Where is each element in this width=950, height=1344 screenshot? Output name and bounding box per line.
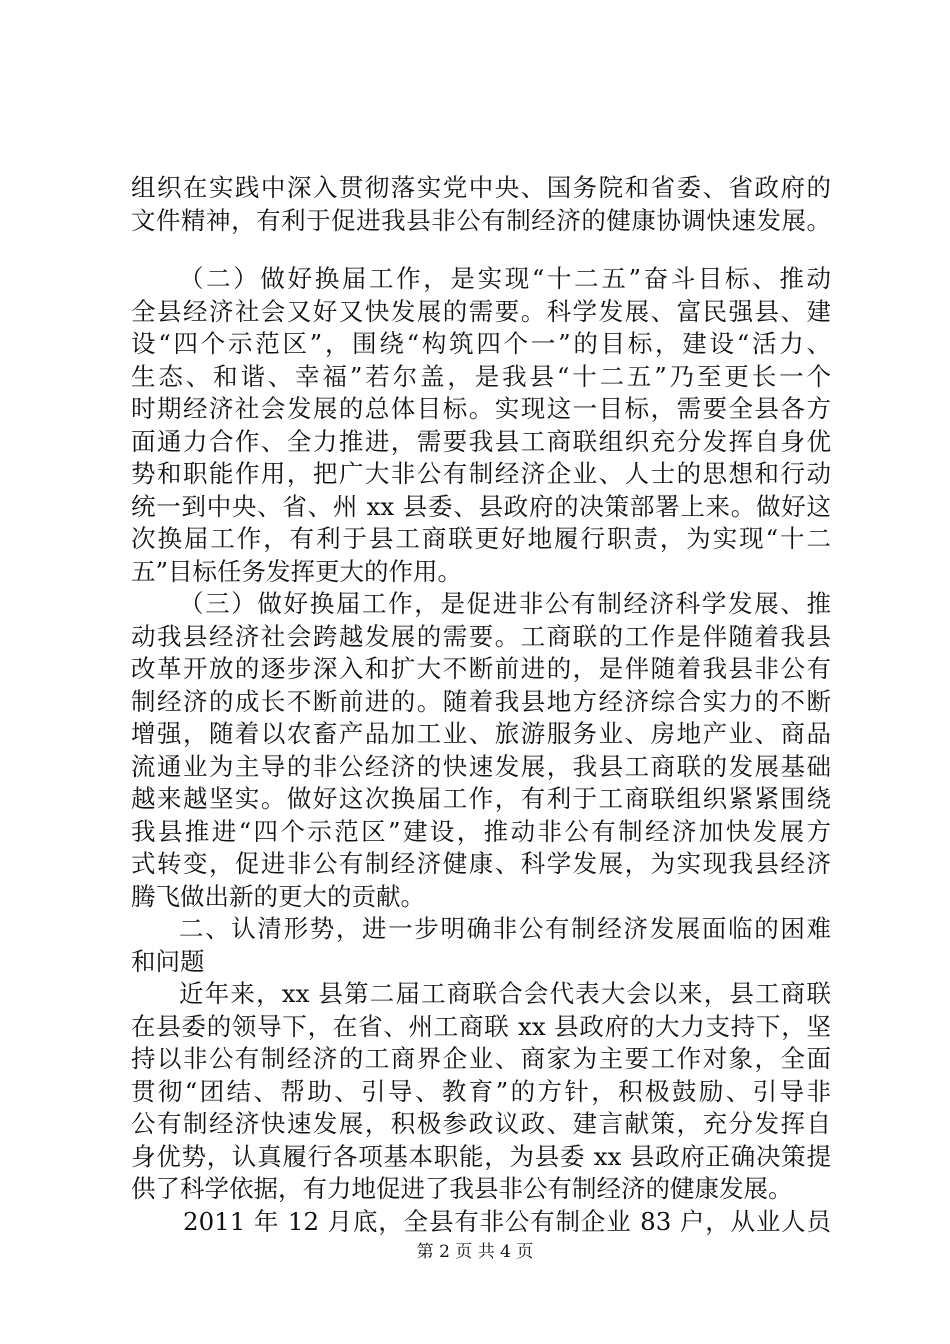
text-line: 面通力合作、全力推进，需要我县工商联组织充分发挥自身优 [131,426,831,456]
paragraph-4 [131,978,831,1206]
text-line: 2011 年 12 月底，全县有非公有制企业 83 户，从业人员 [183,1206,831,1236]
text-line: 动我县经济社会跨越发展的需要。工商联的工作是伴随着我县 [131,621,831,651]
text-line: 公有制经济快速发展，积极参政议政、建言献策，充分发挥自 [131,1109,831,1138]
text-line: 身优势，认真履行各项基本职能，为县委 xx 县政府正确决策提 [131,1141,831,1171]
document-body [131,172,831,1238]
text-line: 设“四个示范区”，围绕“构筑四个一”的目标，建设“活力、 [131,329,831,358]
paragraph-2 [131,263,831,588]
heading-line: 二、认清形势，进一步明确非公有制经济发展面临的困难 [179,914,831,943]
heading-line: 和问题 [131,946,205,976]
paragraph-gap [131,237,831,263]
section-heading-2 [131,913,831,978]
page-number-footer: 第 2 页 共 4 页 [416,1242,534,1262]
paragraph-1 [131,172,831,237]
text-line: 增强，随着以农畜产品加工业、旅游服务业、房地产业、商品 [131,719,831,748]
text-line: 式转变，促进非公有制经济健康、科学发展，为实现我县经济 [131,849,831,878]
paragraph-5 [131,1206,831,1239]
text-line: 全县经济社会又好又快发展的需要。科学发展、富民强县、建 [131,296,831,326]
text-line: 近年来，xx 县第二届工商联合会代表大会以来，县工商联 [179,979,831,1008]
text-line: 流通业为主导的非公经济的快速发展，我县工商联的发展基础 [131,751,831,781]
text-line: 时期经济社会发展的总体目标。实现这一目标，需要全县各方 [131,394,831,423]
text-line: 组织在实践中深入贯彻落实党中央、国务院和省委、省政府的 [131,173,831,202]
text-line: 势和职能作用，把广大非公有制经济企业、人士的思想和行动 [131,459,831,488]
text-line: 持以非公有制经济的工商界企业、商家为主要工作对象，全面 [131,1044,831,1073]
text-line: 改革开放的逐步深入和扩大不断前进的，是伴随着我县非公有 [131,654,831,683]
text-line: 越来越坚实。做好这次换届工作，有利于工商联组织紧紧围绕 [131,784,831,813]
paragraph-3 [131,588,831,913]
text-line: 制经济的成长不断前进的。随着我县地方经济综合实力的不断 [131,686,831,716]
text-line: （二）做好换届工作，是实现“十二五”奋斗目标、推动 [179,264,831,293]
text-line: 我县推进“四个示范区”建设，推动非公有制经济加快发展方 [131,816,831,846]
text-line: 文件精神，有利于促进我县非公有制经济的健康协调快速发展。 [131,205,831,235]
text-line: 生态、和谐、幸福”若尔盖，是我县“十二五”乃至更长一个 [131,361,831,391]
text-line: （三）做好换届工作，是促进非公有制经济科学发展、推 [179,589,831,618]
text-line: 供了科学依据，有力地促进了我县非公有制经济的健康发展。 [131,1174,793,1203]
text-line: 次换届工作，有利于县工商联更好地履行职责，为实现“十二 [131,524,831,553]
text-line: 五”目标任务发挥更大的作用。 [131,556,463,586]
text-line: 在县委的领导下，在省、州工商联 xx 县政府的大力支持下，坚 [131,1011,831,1041]
text-line: 腾飞做出新的更大的贡献。 [131,881,425,911]
text-line: 贯彻“团结、帮助、引导、教育”的方针，积极鼓励、引导非 [131,1076,831,1106]
text-line: 统一到中央、省、州 xx 县委、县政府的决策部署上来。做好这 [131,491,831,521]
